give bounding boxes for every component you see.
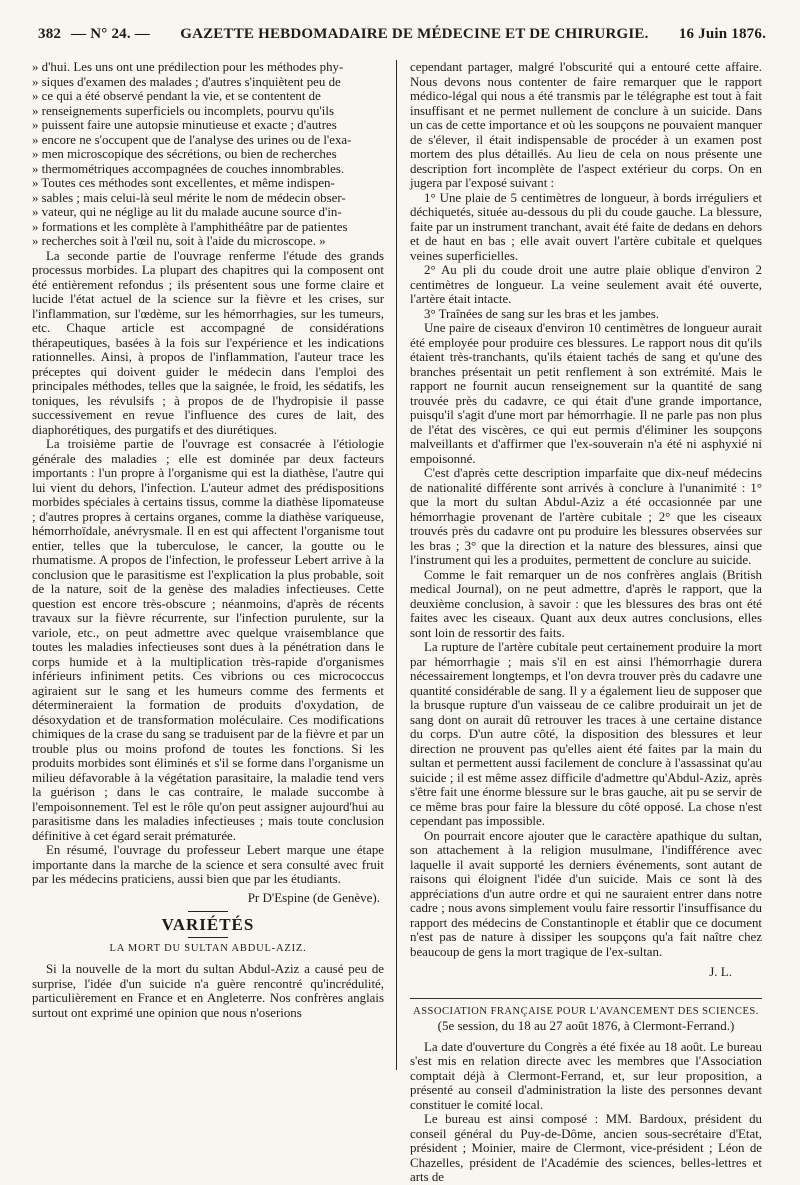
quote-line: » men microscopique des sécrétions, ou bien de recherches — [32, 147, 337, 161]
section-rule — [188, 937, 228, 938]
quote-line: » thermométriques accompagnées de couches innombrables. — [32, 161, 345, 176]
page-number: 382 — [38, 26, 62, 42]
article-title: ASSOCIATION FRANÇAISE POUR L'AVANCEMENT DES SCIENCES. — [413, 1005, 759, 1017]
body-paragraph: cependant partager, malgré l'obscurité qui a entouré cette affaire. Nous devons nous contenter de faire remarquer que le rapport médico-légal qui nous a été transmis par le télégraphe est tout à fait insuffisant et ne permet nullement de conclure à un suicide. Dans un cas de cette importance et où les soupçons ne pouvaient manquer de s'élever, il était indispensable de procéder à un examen post mortem des plus détaillés. Au lieu de cela on nous présente une description fort incomplète de l'aspect extérieur du corps. On en jugera par l'exposé suivant : — [410, 60, 762, 190]
body-paragraph: En résumé, l'ouvrage du professeur Lebert marque une étape importante dans la marche de la science et sera consulté avec fruit par les médecins praticiens, aussi bien que par les étudiants. — [32, 843, 384, 886]
body-paragraph: On pourrait encore ajouter que le caractère apathique du sultan, son attachement à la religion musulmane, l'indifférence avec laquelle il avait supporté les derniers événements, sont autant de raisons qui éloignent l'idée d'un suicide. Mais ce sont là des appréciations d'un autre ordre et qui ne sauraient entrer dans notre cadre ; nous avons simplement voulu faire ressortir l'insuffisance du rapport des médecins de Constantinople et établir que ce document n'est pas de nature à dissiper les soupçons qu'a fait naître chez beaucoup de gens la mort tragique de l'ex-sultan. — [410, 828, 762, 959]
section-rule — [188, 911, 228, 912]
section-rule — [410, 998, 762, 999]
author-initials: J. L. — [709, 964, 732, 979]
body-paragraph: Si la nouvelle de la mort du sultan Abdul-Aziz a causé peu de surprise, l'idée d'un suicide n'a guère rencontré qu'incrédulité, particulièrement en France et en Angleterre. Nos confrères anglais surtout ont exprimé une opinion que nous n'oserions — [32, 962, 384, 1020]
list-item: 1° Une plaie de 5 centimètres de longueur, à bords irréguliers et déchiquetés, située au-dessous du pli du coude gauche. La blessure, faite par un instrument tranchant, avait été faite de dedans en dehors et de haut en bas ; elle avait ouvert l'artère cubitale et quelques veines superficielles. — [410, 190, 762, 263]
body-paragraph: La date d'ouverture du Congrès a été fixée au 18 août. Le bureau s'est mis en relation directe avec les membres que l'Association comptait déjà à Clermont-Ferrand, et, sur leur proposition, a présenté au conseil d'administration la liste des personnes devant constituer le comité local. — [410, 1039, 762, 1112]
list-item: 3° Traînées de sang sur les bras et les jambes. — [424, 306, 659, 321]
journal-title: GAZETTE HEBDOMADAIRE DE MÉDECINE ET DE CHIRURGIE. — [180, 26, 649, 42]
issue-date: 16 Juin 1876. — [678, 26, 767, 42]
quote-line: » renseignements superficiels ou incomplets, pourvu qu'ils — [32, 103, 334, 118]
quote-line: » ce qui a été observé pendant la vie, et se contentent de — [32, 89, 321, 103]
column-divider — [396, 60, 397, 1070]
issue-number: — N° 24. — — [71, 26, 150, 42]
body-paragraph: La rupture de l'artère cubitale peut certainement produire la mort par hémorrhagie ; mais s'il en est ainsi l'hémorrhagie durera nécessairement longtemps, et l'on devra trouver près du cadavre une quantité considérable de sang. Il y a également lieu de supposer que la brusque rupture d'un vaisseau de ce calibre produirait un jet de sang dont on aurait dû retrouver les traces à une certaine distance du corps. D'un autre côté, la disposition des blessures et leur direction ne prouvent pas qu'elles aient été faites par la main du sultan et permettent aussi facilement de conclure à l'assassinat qu'au suicide ; il est même assez difficile d'admettre qu'Abdul-Aziz, après s'être fait une énorme blessure sur le bras gauche, ait pu se servir de ce même bras pour faire la blessure du côté opposé. La chose n'est cependant pas impossible. — [410, 640, 762, 828]
body-paragraph: Une paire de ciseaux d'environ 10 centimètres de longueur aurait été employée pour produire ces blessures. Le rapport nous dit qu'ils étaient très-tranchants, qu'ils étaient tachés de sang et qu'une des branches présentait un petit renflement à son extrémité. Mais le rapport ne fournit aucun renseignement sur la quantité de sang trouvée près du cadavre, ce qui était d'une grande importance, puisqu'il s'agit d'une mort par hémorrhagie. Il ne parle pas non plus de l'état des viscères, ce qui eut permis d'éliminer les soupçons malveillants et d'affirmer que l'ex-souverain n'a été ni asphyxié ni empoisonné. — [410, 321, 762, 466]
quote-line: » recherches soit à l'œil nu, soit à l'aide du microscope. » — [32, 234, 326, 248]
quote-block — [32, 60, 384, 249]
body-paragraph: Le bureau est ainsi composé : MM. Bardoux, président du conseil général du Puy-de-Dôme, ancien sous-secrétaire d'Etat, président ; Moinier, maire de Clermont, vice-président ; Léon de Chazelles, président de l'Académie des sciences, belles-lettres et arts de — [410, 1112, 762, 1184]
quote-line: » Toutes ces méthodes sont excellentes, et même indispen- — [32, 176, 335, 190]
body-paragraph: Comme le fait remarquer un de nos confrères anglais (British medical Journal), on ne peut admettre, d'après le rapport, que la deuxième conclusion, à savoir : que les blessures des bras ont été faites avec les ciseaux. Quant aux deux autres conclusions, elles sont loin de ressortir des faits. — [410, 567, 762, 640]
body-paragraph: C'est d'après cette description imparfaite que dix-neuf médecins de nationalité différente sont arrivés à conclure à l'unanimité : 1° que la mort du sultan Abdul-Aziz a été occasionnée par une hémorrhagie provenant de l'artère cubitale ; 2° que les ciseaux trouvés près du cadavre ont pu produire les blessures observées sur les bras ; 3° que la direction et la nature des blessures, ainsi que l'instrument qui les a produites, permettent de conclure au suicide. — [410, 466, 762, 567]
body-paragraph: La seconde partie de l'ouvrage renferme l'étude des grands processus morbides. La plupart des chapitres qui la composent ont été entièrement refondus ; ils présentent sous une forme claire et lucide l'état actuel de la science sur la fièvre et les crises, sur l'inflammation, sur l'œdème, sur les hémorrhagies, sur les tumeurs, etc. Chaque article est accompagné de considérations thérapeutiques, basées à la fois sur l'expérience et les indications rationnelles. Ainsi, à propos de l'inflammation, l'auteur trace les préceptes qui doivent guider le médecin dans l'emploi des principales méthodes, telles que la saignée, le froid, les sédatifs, les toniques, les révulsifs ; à propos de de l'hydropisie il passe successivement en revue l'influence des cures de lait, des diaphorétiques, des purgatifs et des diurétiques. — [32, 248, 384, 437]
quote-line: » puissent faire une autopsie minutieuse et exacte ; d'autres — [32, 118, 337, 132]
quote-line: » d'hui. Les uns ont une prédilection pour les méthodes phy- — [32, 60, 344, 74]
article-title: LA MORT DU SULTAN ABDUL-AZIZ. — [109, 942, 307, 954]
list-item: 2° Au pli du coude droit une autre plaie oblique d'environ 2 centimètres de longueur. La veine seulement avait été ouverte, l'artère était intacte. — [410, 263, 762, 306]
left-column — [32, 60, 384, 1020]
quote-line: » vateur, qui ne néglige au lit du malade aucune source d'in- — [32, 205, 342, 219]
quote-line: » sables ; mais celui-là seul mérite le nom de médecin obser- — [32, 190, 346, 205]
article-subtitle: (5e session, du 18 au 27 août 1876, à Clermont-Ferrand.) — [437, 1018, 735, 1033]
quote-line: » siques d'examen des malades ; d'autres s'inquiètent peu de — [32, 74, 341, 89]
quote-line: » encore ne s'occupent que de l'analyse des urines ou de l'exa- — [32, 132, 352, 147]
author-signature: Pr D'Espine (de Genève). — [247, 889, 380, 905]
page-header — [38, 26, 766, 48]
body-paragraph: La troisième partie de l'ouvrage est consacrée à l'étiologie générale des maladies ; elle est dominée par deux facteurs importants : l'un propre à l'organisme qui est la diathèse, l'autre qui lui vient du dehors, l'infection. L'auteur admet des prédispositions morbides spéciales à certains tissus, comme la diathèse lipomateuse ; d'autres propres à certains organes, comme la diathèse variqueuse, hémorrhoïdale, anévrysmale. Il en est qui affectent l'organisme tout entier, telles que la tuberculose, le cancer, la goutte ou le rhumatisme. A propos de l'infection, le professeur Lebert arrive à la conclusion que le parasitisme est l'explication la plus probable, soit de la nature, soit de la genèse des maladies infectieuses. Cette question est encore très-obscure ; néanmoins, d'après de récents travaux sur la fièvre récurrente, sur l'infection purulente, sur la variole, etc., on peut admettre avec quelque vraisemblance que toutes les maladies infectieuses sont dues à la pénétration dans le corps humide et à la multiplication très-rapide d'organismes inférieurs infiniment petits. Ces vibrions ou ces micrococcus agiraient sur le sang et les humeurs comme des ferments et détermineraient la formation de produits d'oxydation, de désoxydation et de transformation moléculaire. Ces modifications chimiques de la crase du sang se traduisent par de la fièvre et par un trouble plus ou moins profond de toutes les fonctions. Si les produits morbides sont éliminés et s'il se forme dans l'organisme un milieu défavorable à la végétation parasitaire, la maladie tend vers la guérison ; dans le cas contraire, le malade succombe à l'empoisonnement. Tel est le rôle qu'on peut assigner aujourd'hui au parasitisme dans les maladies infectieuses ; mais toute conclusion définitive à cet égard serait prématurée. — [32, 437, 384, 843]
quote-line: » formations et les complète à l'amphithéâtre par de patientes — [32, 219, 348, 234]
right-column — [410, 60, 762, 1185]
section-title: VARIÉTÉS — [161, 915, 255, 934]
